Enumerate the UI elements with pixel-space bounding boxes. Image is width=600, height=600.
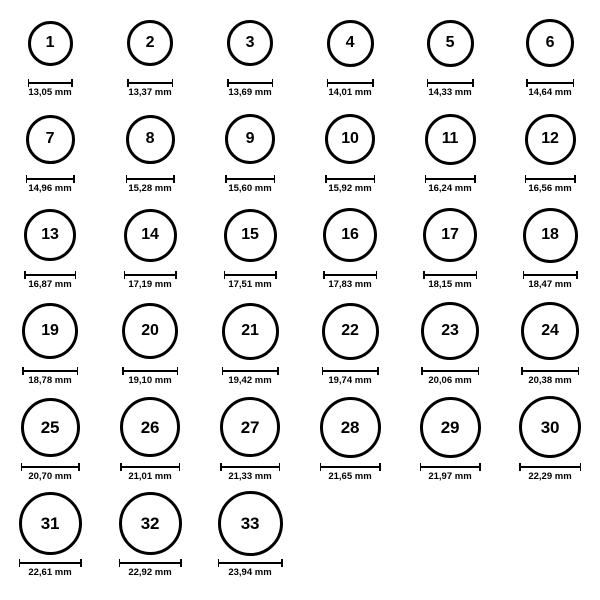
- measure-bar: [24, 274, 76, 276]
- measure-tick-right: [479, 463, 481, 471]
- ring-diameter-label: 18,15 mm: [428, 279, 472, 290]
- ring-size-cell: [500, 104, 600, 200]
- ring-circle-icon: [325, 114, 375, 164]
- ring-circle-icon: [26, 115, 75, 164]
- ring-circle-icon: [526, 19, 574, 67]
- measure-bar: [127, 82, 173, 84]
- ring-circle-icon: [120, 397, 180, 457]
- diameter-measure-line: [28, 79, 73, 86]
- ring-size-number: 18: [541, 226, 559, 243]
- ring-size-number: 24: [541, 322, 559, 339]
- measure-bar: [224, 274, 277, 276]
- measure-bar: [21, 466, 80, 468]
- diameter-measure-line: [22, 367, 78, 374]
- ring-size-cell: [0, 104, 100, 200]
- ring-size-cell: [100, 488, 200, 584]
- ring-diameter-label: 21,65 mm: [328, 471, 372, 482]
- ring-size-cell: [200, 200, 300, 296]
- ring-size-number: 15: [241, 226, 259, 243]
- diameter-measure-line: [24, 271, 76, 278]
- ring-size-number: 3: [245, 34, 255, 51]
- ring-size-cell: [300, 296, 400, 392]
- ring-circle-wrap: [224, 200, 277, 270]
- measure-tick-left: [120, 463, 122, 471]
- measure-bar: [26, 178, 75, 180]
- measure-tick-right: [75, 271, 77, 279]
- ring-size-cell: [100, 296, 200, 392]
- measure-bar: [322, 370, 379, 372]
- ring-diameter-label: 14,96 mm: [28, 183, 72, 194]
- measure-tick-right: [279, 463, 281, 471]
- ring-circle-wrap: [24, 200, 76, 270]
- measure-tick-right: [80, 559, 82, 567]
- ring-circle-wrap: [227, 8, 273, 78]
- ring-diameter-label: 19,74 mm: [328, 375, 372, 386]
- ring-diameter-label: 16,87 mm: [28, 279, 72, 290]
- ring-circle-icon: [124, 209, 177, 262]
- measure-tick-right: [476, 271, 478, 279]
- ring-circle-wrap: [420, 392, 481, 462]
- ring-diameter-label: 20,70 mm: [28, 471, 72, 482]
- ring-diameter-label: 21,01 mm: [128, 471, 172, 482]
- ring-circle-wrap: [523, 200, 578, 270]
- ring-diameter-label: 22,92 mm: [128, 567, 172, 578]
- diameter-measure-line: [427, 79, 474, 86]
- diameter-measure-line: [126, 175, 175, 182]
- ring-size-number: 29: [440, 417, 460, 437]
- ring-diameter-label: 20,06 mm: [428, 375, 472, 386]
- ring-size-cell: [100, 200, 200, 296]
- ring-size-number: 28: [340, 417, 360, 437]
- ring-circle-icon: [327, 20, 374, 67]
- ring-size-cell: [400, 392, 500, 488]
- ring-circle-wrap: [327, 8, 374, 78]
- measure-bar: [28, 82, 73, 84]
- ring-diameter-label: 22,29 mm: [528, 471, 572, 482]
- measure-tick-left: [127, 79, 129, 87]
- ring-diameter-label: 13,37 mm: [128, 87, 172, 98]
- ring-circle-wrap: [22, 296, 78, 366]
- measure-tick-left: [327, 79, 329, 87]
- ring-circle-wrap: [220, 392, 280, 462]
- measure-tick-left: [421, 367, 423, 375]
- ring-size-number: 21: [241, 322, 259, 339]
- ring-size-cell: [100, 8, 200, 104]
- ring-circle-icon: [224, 209, 277, 262]
- ring-circle-icon: [218, 491, 283, 556]
- ring-size-cell: [300, 200, 400, 296]
- ring-size-cell: [0, 488, 100, 584]
- ring-size-number: 22: [341, 322, 359, 339]
- ring-size-cell: [400, 200, 500, 296]
- measure-tick-left: [423, 271, 425, 279]
- ring-size-number: 19: [41, 322, 59, 339]
- measure-tick-left: [119, 559, 121, 567]
- diameter-measure-line: [120, 463, 180, 470]
- measure-tick-left: [124, 271, 126, 279]
- ring-size-number: 10: [341, 130, 359, 147]
- ring-size-cell: [100, 392, 200, 488]
- ring-size-cell: [300, 104, 400, 200]
- ring-diameter-label: 15,60 mm: [228, 183, 272, 194]
- ring-size-cell: [0, 392, 100, 488]
- measure-tick-right: [472, 79, 474, 87]
- diameter-measure-line: [21, 463, 80, 470]
- ring-circle-wrap: [425, 104, 476, 174]
- diameter-measure-line: [127, 79, 173, 86]
- ring-diameter-label: 13,69 mm: [228, 87, 272, 98]
- ring-diameter-label: 21,33 mm: [228, 471, 272, 482]
- ring-diameter-label: 17,19 mm: [128, 279, 172, 290]
- diameter-measure-line: [425, 175, 476, 182]
- measure-tick-left: [322, 367, 324, 375]
- measure-bar: [526, 82, 574, 84]
- diameter-measure-line: [225, 175, 275, 182]
- diameter-measure-line: [122, 367, 178, 374]
- measure-bar: [225, 178, 275, 180]
- measure-tick-right: [78, 463, 80, 471]
- ring-circle-icon: [225, 114, 275, 164]
- ring-circle-icon: [222, 303, 279, 360]
- measure-tick-right: [71, 79, 73, 87]
- ring-circle-icon: [227, 20, 273, 66]
- ring-size-cell: [500, 296, 600, 392]
- measure-tick-right: [172, 79, 174, 87]
- ring-size-number: 23: [441, 322, 459, 339]
- ring-circle-wrap: [127, 8, 173, 78]
- diameter-measure-line: [124, 271, 177, 278]
- ring-circle-icon: [427, 20, 474, 67]
- diameter-measure-line: [525, 175, 576, 182]
- ring-diameter-label: 23,94 mm: [228, 567, 272, 578]
- measure-bar: [427, 82, 474, 84]
- ring-diameter-label: 19,42 mm: [228, 375, 272, 386]
- measure-tick-right: [73, 175, 75, 183]
- measure-bar: [220, 466, 280, 468]
- ring-circle-icon: [322, 303, 379, 360]
- diameter-measure-line: [218, 559, 283, 566]
- measure-bar: [120, 466, 180, 468]
- ring-diameter-label: 14,64 mm: [528, 87, 572, 98]
- ring-diameter-label: 19,10 mm: [128, 375, 172, 386]
- ring-size-cell: [0, 200, 100, 296]
- measure-tick-left: [126, 175, 128, 183]
- ring-size-cell: [300, 8, 400, 104]
- diameter-measure-line: [320, 463, 381, 470]
- ring-circle-wrap: [222, 296, 279, 366]
- ring-diameter-label: 15,28 mm: [128, 183, 172, 194]
- ring-circle-wrap: [320, 392, 381, 462]
- ring-circle-icon: [320, 397, 381, 458]
- measure-tick-left: [323, 271, 325, 279]
- measure-tick-left: [24, 271, 26, 279]
- measure-tick-left: [526, 79, 528, 87]
- measure-bar: [218, 562, 283, 564]
- measure-tick-right: [376, 271, 378, 279]
- ring-size-cell: [0, 296, 100, 392]
- ring-size-number: 26: [140, 417, 160, 437]
- ring-size-number: 2: [145, 34, 155, 51]
- measure-tick-left: [21, 463, 23, 471]
- diameter-measure-line: [224, 271, 277, 278]
- ring-size-cell: [400, 296, 500, 392]
- ring-circle-icon: [523, 208, 578, 263]
- measure-tick-left: [523, 271, 525, 279]
- diameter-measure-line: [521, 367, 579, 374]
- measure-bar: [521, 370, 579, 372]
- diameter-measure-line: [323, 271, 377, 278]
- diameter-measure-line: [119, 559, 182, 566]
- measure-bar: [19, 562, 82, 564]
- measure-tick-right: [179, 463, 181, 471]
- ring-circle-wrap: [323, 200, 377, 270]
- ring-size-cell: [200, 392, 300, 488]
- ring-circle-icon: [220, 397, 280, 457]
- ring-size-cell: [200, 488, 300, 584]
- ring-size-number: 27: [240, 417, 260, 437]
- measure-tick-left: [220, 463, 222, 471]
- ring-size-number: 9: [245, 130, 255, 147]
- measure-bar: [420, 466, 481, 468]
- ring-diameter-label: 22,61 mm: [28, 567, 72, 578]
- ring-diameter-label: 14,01 mm: [328, 87, 372, 98]
- measure-tick-right: [173, 175, 175, 183]
- ring-diameter-label: 14,33 mm: [428, 87, 472, 98]
- measure-bar: [126, 178, 175, 180]
- measure-tick-left: [427, 79, 429, 87]
- ring-circle-icon: [19, 492, 82, 555]
- measure-tick-right: [277, 367, 279, 375]
- measure-tick-right: [180, 559, 182, 567]
- ring-circle-wrap: [427, 8, 474, 78]
- ring-diameter-label: 21,97 mm: [428, 471, 472, 482]
- ring-size-number: 25: [40, 417, 60, 437]
- ring-size-cell: [0, 8, 100, 104]
- ring-circle-icon: [323, 208, 377, 262]
- ring-size-cell: [200, 8, 300, 104]
- measure-tick-left: [320, 463, 322, 471]
- measure-bar: [327, 82, 374, 84]
- measure-tick-right: [574, 175, 576, 183]
- ring-circle-wrap: [120, 392, 180, 462]
- ring-circle-icon: [126, 115, 175, 164]
- ring-size-number: 1: [45, 34, 55, 51]
- ring-circle-wrap: [423, 200, 477, 270]
- ring-circle-icon: [425, 114, 476, 165]
- measure-tick-right: [377, 367, 379, 375]
- measure-bar: [525, 178, 576, 180]
- ring-circle-icon: [122, 303, 178, 359]
- measure-tick-right: [379, 463, 381, 471]
- diameter-measure-line: [220, 463, 280, 470]
- ring-circle-wrap: [126, 104, 175, 174]
- measure-tick-left: [218, 559, 220, 567]
- ring-circle-wrap: [21, 392, 80, 462]
- ring-circle-wrap: [218, 488, 283, 558]
- ring-size-number: 12: [541, 130, 559, 147]
- ring-circle-wrap: [26, 104, 75, 174]
- measure-bar: [222, 370, 279, 372]
- ring-size-cell: [500, 200, 600, 296]
- ring-circle-wrap: [124, 200, 177, 270]
- diameter-measure-line: [222, 367, 279, 374]
- ring-diameter-label: 17,51 mm: [228, 279, 272, 290]
- diameter-measure-line: [523, 271, 578, 278]
- measure-tick-right: [372, 79, 374, 87]
- measure-tick-right: [275, 271, 277, 279]
- measure-tick-left: [28, 79, 30, 87]
- ring-size-grid: [0, 8, 600, 584]
- measure-tick-left: [420, 463, 422, 471]
- ring-circle-wrap: [521, 296, 579, 366]
- ring-circle-wrap: [119, 488, 182, 558]
- measure-tick-left: [224, 271, 226, 279]
- ring-circle-wrap: [526, 8, 574, 78]
- diameter-measure-line: [519, 463, 581, 470]
- ring-size-cell: [200, 296, 300, 392]
- measure-tick-right: [576, 271, 578, 279]
- ring-size-number: 6: [545, 34, 555, 51]
- measure-tick-right: [175, 271, 177, 279]
- ring-size-cell: [200, 104, 300, 200]
- measure-tick-right: [177, 367, 179, 375]
- measure-bar: [22, 370, 78, 372]
- diameter-measure-line: [227, 79, 273, 86]
- measure-bar: [122, 370, 178, 372]
- ring-circle-wrap: [28, 8, 73, 78]
- ring-size-cell: [300, 392, 400, 488]
- measure-tick-right: [374, 175, 376, 183]
- ring-diameter-label: 20,38 mm: [528, 375, 572, 386]
- ring-size-number: 7: [45, 130, 55, 147]
- ring-size-cell: [400, 8, 500, 104]
- measure-tick-right: [580, 463, 582, 471]
- ring-size-cell: [100, 104, 200, 200]
- ring-size-number: 32: [140, 513, 160, 533]
- measure-tick-right: [474, 175, 476, 183]
- measure-bar: [519, 466, 581, 468]
- diameter-measure-line: [26, 175, 75, 182]
- ring-circle-icon: [24, 209, 76, 261]
- ring-diameter-label: 18,47 mm: [528, 279, 572, 290]
- measure-tick-left: [227, 79, 229, 87]
- ring-size-number: 14: [141, 226, 159, 243]
- ring-circle-icon: [521, 302, 579, 360]
- ring-size-number: 11: [441, 130, 459, 147]
- measure-tick-left: [519, 463, 521, 471]
- measure-tick-right: [578, 367, 580, 375]
- measure-bar: [119, 562, 182, 564]
- measure-bar: [320, 466, 381, 468]
- ring-size-number: 31: [40, 513, 60, 533]
- measure-tick-left: [525, 175, 527, 183]
- ring-size-cell: [500, 392, 600, 488]
- measure-tick-left: [19, 559, 21, 567]
- measure-tick-left: [521, 367, 523, 375]
- ring-diameter-label: 18,78 mm: [28, 375, 72, 386]
- diameter-measure-line: [421, 367, 479, 374]
- measure-tick-right: [573, 79, 575, 87]
- ring-size-number: 4: [345, 34, 355, 51]
- ring-circle-wrap: [322, 296, 379, 366]
- measure-tick-left: [122, 367, 124, 375]
- ring-circle-wrap: [421, 296, 479, 366]
- measure-bar: [124, 274, 177, 276]
- ring-circle-wrap: [122, 296, 178, 366]
- measure-bar: [423, 274, 477, 276]
- ring-diameter-label: 17,83 mm: [328, 279, 372, 290]
- ring-circle-icon: [119, 492, 182, 555]
- diameter-measure-line: [526, 79, 574, 86]
- measure-bar: [323, 274, 377, 276]
- ring-circle-icon: [28, 21, 73, 66]
- measure-tick-left: [225, 175, 227, 183]
- measure-bar: [425, 178, 476, 180]
- ring-circle-icon: [423, 208, 477, 262]
- ring-circle-wrap: [325, 104, 375, 174]
- ring-circle-wrap: [19, 488, 82, 558]
- ring-diameter-label: 16,24 mm: [428, 183, 472, 194]
- ring-size-number: 8: [145, 130, 155, 147]
- measure-tick-right: [77, 367, 79, 375]
- ring-circle-icon: [421, 302, 479, 360]
- diameter-measure-line: [322, 367, 379, 374]
- measure-tick-right: [272, 79, 274, 87]
- ring-circle-icon: [127, 20, 173, 66]
- ring-circle-wrap: [225, 104, 275, 174]
- diameter-measure-line: [327, 79, 374, 86]
- ring-circle-icon: [22, 303, 78, 359]
- measure-tick-left: [425, 175, 427, 183]
- ring-size-number: 20: [141, 322, 159, 339]
- ring-circle-icon: [21, 398, 80, 457]
- measure-bar: [523, 274, 578, 276]
- measure-bar: [325, 178, 375, 180]
- ring-circle-icon: [525, 114, 576, 165]
- ring-diameter-label: 15,92 mm: [328, 183, 372, 194]
- ring-circle-icon: [420, 397, 481, 458]
- measure-tick-right: [281, 559, 283, 567]
- measure-tick-left: [26, 175, 28, 183]
- ring-diameter-label: 13,05 mm: [28, 87, 72, 98]
- ring-circle-wrap: [519, 392, 581, 462]
- diameter-measure-line: [420, 463, 481, 470]
- ring-size-number: 13: [41, 226, 59, 243]
- measure-tick-left: [222, 367, 224, 375]
- diameter-measure-line: [19, 559, 82, 566]
- ring-size-number: 30: [540, 417, 560, 437]
- ring-size-cell: [400, 104, 500, 200]
- ring-size-number: 16: [341, 226, 359, 243]
- measure-bar: [421, 370, 479, 372]
- ring-size-number: 33: [240, 513, 260, 533]
- ring-size-number: 17: [441, 226, 459, 243]
- measure-tick-left: [22, 367, 24, 375]
- ring-size-number: 5: [445, 34, 455, 51]
- ring-diameter-label: 16,56 mm: [528, 183, 572, 194]
- ring-circle-wrap: [525, 104, 576, 174]
- measure-tick-right: [274, 175, 276, 183]
- ring-circle-icon: [519, 396, 581, 458]
- measure-tick-right: [478, 367, 480, 375]
- diameter-measure-line: [423, 271, 477, 278]
- measure-tick-left: [325, 175, 327, 183]
- diameter-measure-line: [325, 175, 375, 182]
- ring-size-cell: [500, 8, 600, 104]
- measure-bar: [227, 82, 273, 84]
